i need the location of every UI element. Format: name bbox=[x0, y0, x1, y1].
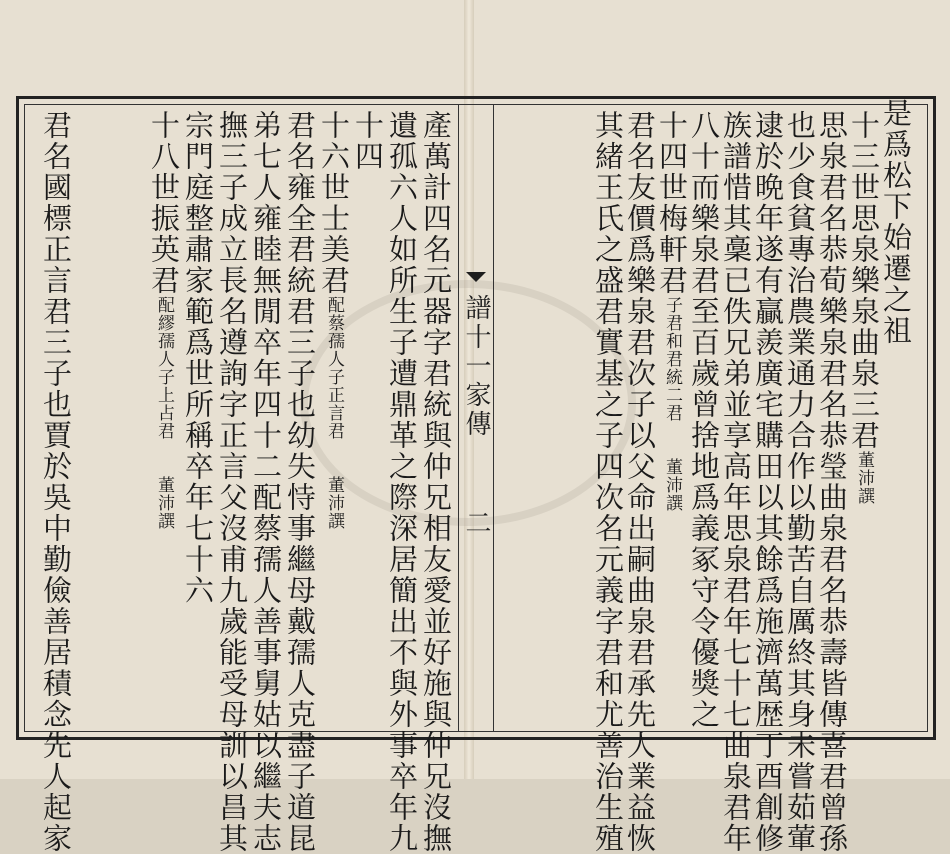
text-column-19: 君名國標正言君三子也賈於吳中勤儉善居積念先人起家 bbox=[39, 110, 73, 854]
text-column-8: 君名友價爲樂泉君次子以父命出嗣曲泉君承先人業益恢 bbox=[623, 110, 657, 854]
fishtail-mark-icon bbox=[466, 272, 486, 286]
center-spine bbox=[458, 104, 494, 732]
text-column-9: 其緒王氏之盛君實基之子四次名元義字君和尤善治生殖 bbox=[591, 110, 625, 854]
text-column-3: 也少食貧專治農業通力合作以勤苦自厲終其身未嘗茹葷 bbox=[783, 110, 817, 854]
text-column-13: 十六世士美君配蔡孺人子正言君 董沛譔 bbox=[317, 110, 351, 530]
text-column-12: 十四 bbox=[351, 110, 385, 172]
text-column-15: 弟七人雍睦無閒卒年四十二配蔡孺人善事舅姑以繼夫志 bbox=[249, 110, 283, 854]
text-column-17: 宗門庭整肅家範爲世所稱卒年七十六 bbox=[181, 110, 215, 606]
author-note: 董沛譔 bbox=[854, 451, 874, 505]
text-column-4: 逮於晩年遂有贏羨廣宅購田以其餘爲施濟萬歴丁酉創修 bbox=[751, 110, 785, 854]
text-column-5: 族譜惜其稾已佚兄弟並享高年思泉君年七十七曲泉君年 bbox=[719, 110, 753, 854]
text-column-1: 十三世思泉樂泉曲泉三君董沛譔 bbox=[847, 110, 881, 505]
author-note: 配繆孺人子上占君 董沛譔 bbox=[154, 296, 174, 530]
text-column-14: 君名雍全君統君三子也幼失恃事繼母戴孺人克盡子道昆 bbox=[283, 110, 317, 854]
text-column-7: 十四世梅軒君子君和君統二君 董沛譔 bbox=[655, 110, 689, 512]
text-column-16: 撫三子成立長名遵詢字正言父沒甫九歲能受母訓以昌其 bbox=[215, 110, 249, 854]
text-column-10: 產萬計四名元器字君統與仲兄相友愛並好施與仲兄沒撫 bbox=[419, 110, 453, 854]
center-title: 譜十一家傳 bbox=[461, 294, 491, 439]
text-column-6: 八十而樂泉君至百歲曾捨地爲義冢守令優獎之 bbox=[687, 110, 721, 730]
text-column-2: 思泉君名恭荀樂泉君名恭瑩曲泉君名恭壽皆傳喜君曾孫 bbox=[815, 110, 849, 854]
author-note: 子君和君統二君 董沛譔 bbox=[662, 296, 682, 512]
text-column-0: 是爲松下始遷之祖 bbox=[879, 98, 913, 346]
text-column-11: 遺孤六人如所生子遭鼎革之際深居簡出不與外事卒年九 bbox=[385, 110, 419, 854]
author-note: 配蔡孺人子正言君 董沛譔 bbox=[324, 296, 344, 530]
page-number: 二 bbox=[461, 509, 491, 535]
text-column-18: 十八世振英君配繆孺人子上占君 董沛譔 bbox=[147, 110, 181, 530]
